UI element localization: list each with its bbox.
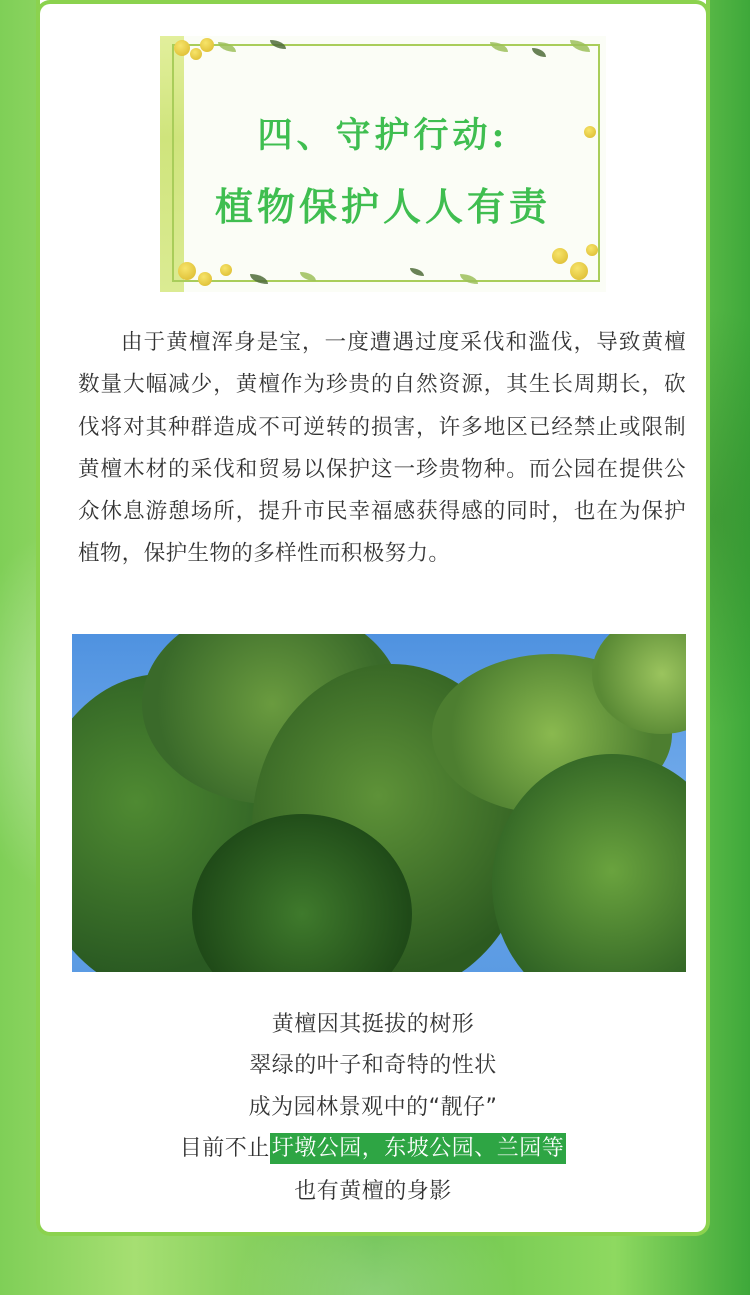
flower-icon <box>586 244 598 256</box>
banner-frame-border <box>172 44 600 282</box>
title-line-1: 四、守护行动: <box>257 115 509 156</box>
verse-line-1: 黄檀因其挺拔的树形 <box>271 1012 475 1037</box>
verse-line-2: 翠绿的叶子和奇特的性状 <box>249 1053 497 1078</box>
flower-icon <box>174 40 190 56</box>
verse-line-4 <box>40 1131 706 1162</box>
title-banner <box>160 36 606 292</box>
verse-line-3: 成为园林景观中的“靓仔” <box>248 1095 498 1120</box>
flower-icon <box>190 48 202 60</box>
flower-icon <box>178 262 196 280</box>
body-paragraph: 由于黄檀浑身是宝，一度遭遇过度采伐和滥伐，导致黄檀数量大幅减少，黄檀作为珍贵的自然资源，其生长周期长，砍伐将对其种群造成不可逆转的损害，许多地区已经禁止或限制黄檀木材的采伐和贸易以保护这一珍贵物种。而公园在提供公众休息游憩场所，提升市民幸福感获得感的同时，也在为保护植物，保护生物的多样性而积极努力。 <box>78 330 686 567</box>
verse-line-4-prefix: 目前不止 <box>179 1136 270 1161</box>
highlighted-park-names: 圩墩公园，东坡公园、兰园等 <box>270 1133 567 1164</box>
verse-line-5: 也有黄檀的身影 <box>294 1179 452 1204</box>
flower-icon <box>200 38 214 52</box>
content-card <box>36 0 710 1236</box>
flower-icon <box>570 262 588 280</box>
flower-icon <box>552 248 568 264</box>
flower-icon <box>198 272 212 286</box>
title-line-2: 植物保护人人有责 <box>214 184 551 229</box>
tree-photo <box>72 634 686 972</box>
flower-icon <box>220 264 232 276</box>
